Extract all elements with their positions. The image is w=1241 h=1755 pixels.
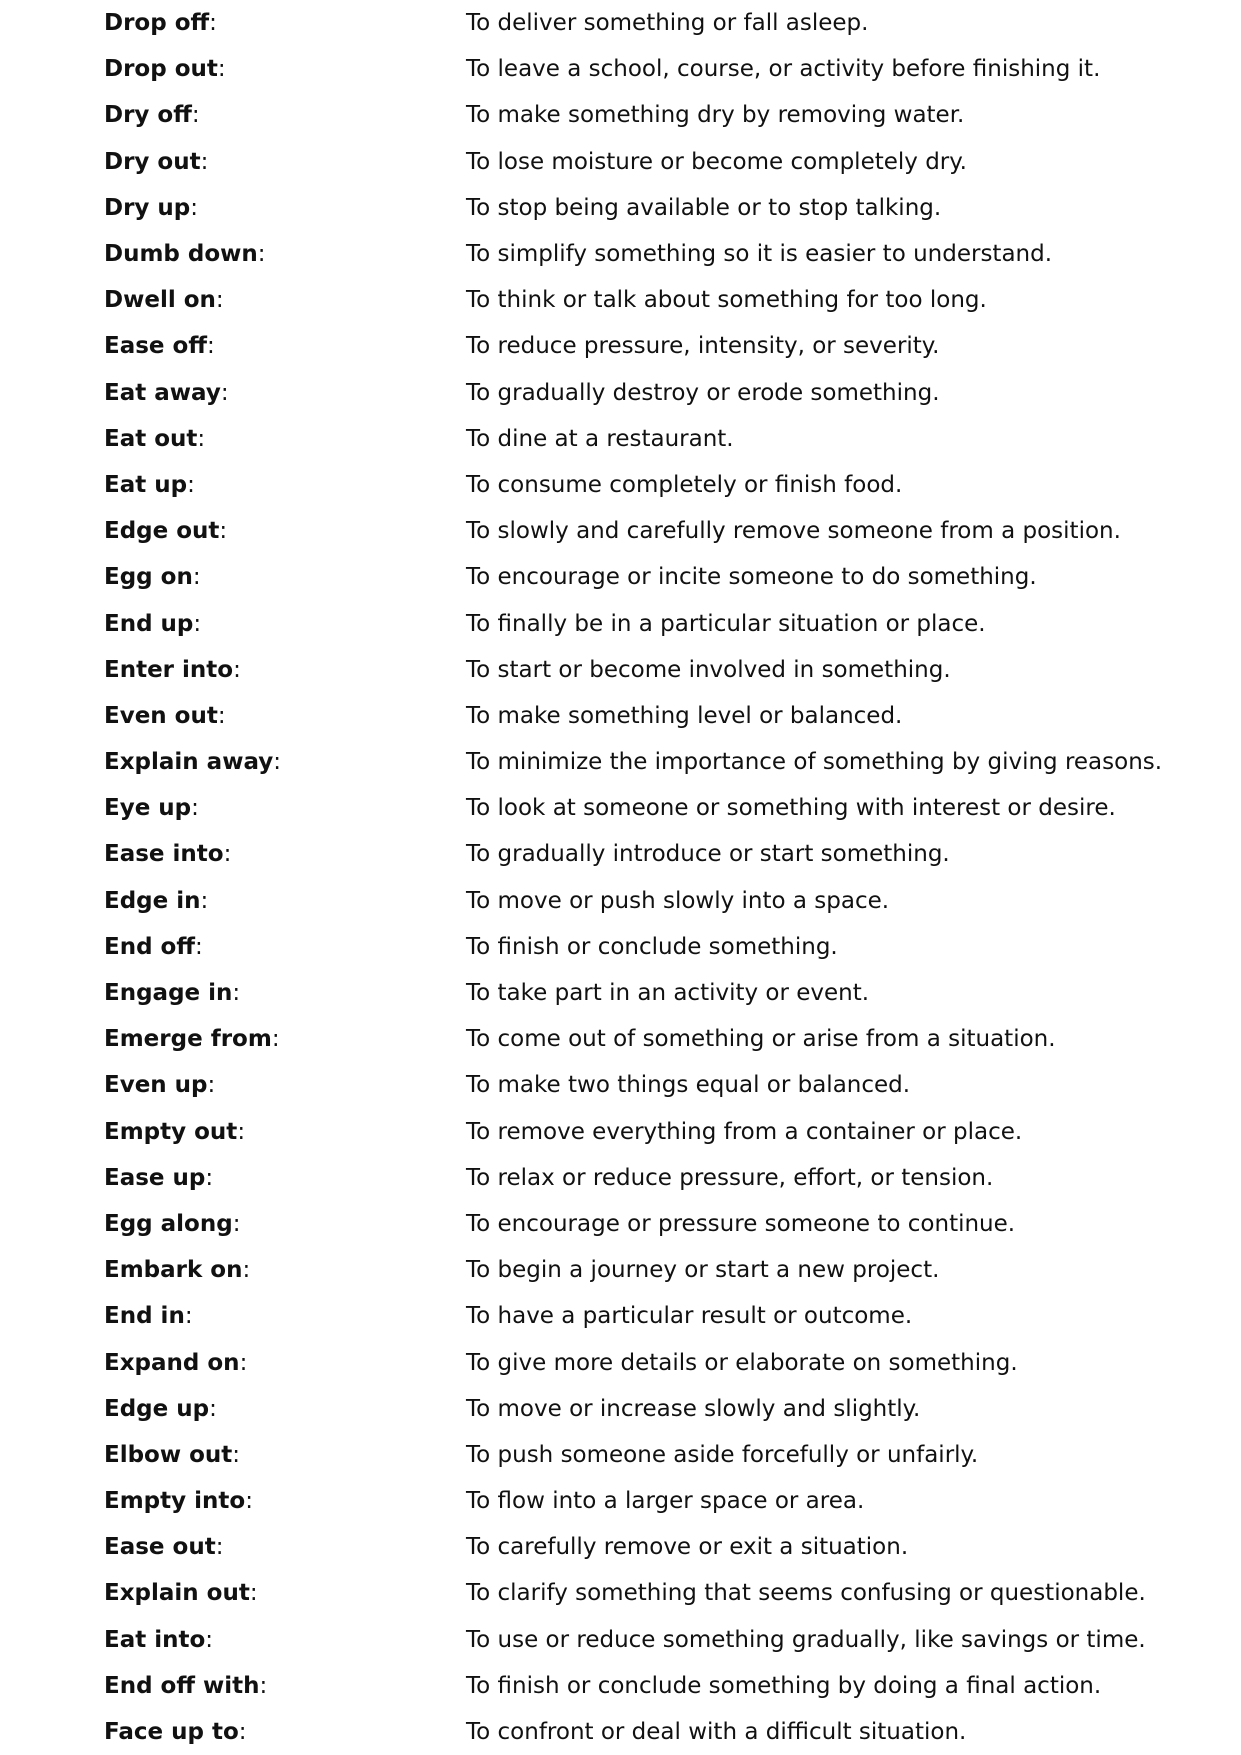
list-item: [104, 554, 1224, 600]
term-label: End off:: [104, 933, 203, 960]
list-item: [104, 1247, 1224, 1293]
term-label: Egg on:: [104, 564, 201, 591]
term-label: Dumb down:: [104, 241, 266, 268]
definition-text: To come out of something or arise from a situation.: [466, 1026, 1056, 1053]
term-label: Emerge from:: [104, 1026, 280, 1053]
term-text: Empty into: [104, 1488, 246, 1515]
term-text: Enter into: [104, 656, 234, 683]
definition-text: To make two things equal or balanced.: [466, 1072, 911, 1099]
term-text: Face up to: [104, 1719, 239, 1746]
definition-text: To move or increase slowly and slightly.: [466, 1395, 921, 1422]
list-item: [104, 185, 1224, 231]
definition-text: To relax or reduce pressure, effort, or tension.: [466, 1164, 994, 1191]
term-label: Elbow out:: [104, 1441, 241, 1468]
term-label: Empty out:: [104, 1118, 246, 1145]
definition-text: To make something dry by removing water.: [466, 102, 965, 129]
term-label: Edge out:: [104, 518, 228, 545]
term-label: Edge up:: [104, 1395, 217, 1422]
term-label: Eye up:: [104, 795, 199, 822]
term-label: Expand on:: [104, 1349, 248, 1376]
term-text: Drop off: [104, 10, 210, 37]
term-label: Dry off:: [104, 102, 200, 129]
list-item: [104, 92, 1224, 138]
term-label: Engage in:: [104, 980, 241, 1007]
term-label: Dry out:: [104, 148, 209, 175]
list-item: [104, 1201, 1224, 1247]
list-item: [104, 1386, 1224, 1432]
definition-text: To lose moisture or become completely dry.: [466, 148, 967, 175]
list-item: [104, 508, 1224, 554]
definition-text: To reduce pressure, intensity, or severity.: [466, 333, 940, 360]
term-text: Emerge from: [104, 1026, 272, 1053]
term-text: Ease into: [104, 841, 224, 868]
list-item: [104, 1339, 1224, 1385]
term-label: Face up to:: [104, 1719, 247, 1746]
term-text: Eat up: [104, 471, 188, 498]
definition-text: To confront or deal with a difficult situation.: [466, 1719, 967, 1746]
term-label: Embark on:: [104, 1257, 251, 1284]
list-item: [104, 831, 1224, 877]
definition-text: To consume completely or finish food.: [466, 471, 903, 498]
term-text: Eat out: [104, 425, 198, 452]
definition-text: To look at someone or something with interest or desire.: [466, 795, 1116, 822]
term-label: End up:: [104, 610, 202, 637]
definition-text: To have a particular result or outcome.: [466, 1303, 913, 1330]
list-item: [104, 46, 1224, 92]
list-item: [104, 416, 1224, 462]
definition-text: To flow into a larger space or area.: [466, 1488, 865, 1515]
list-item: [104, 1663, 1224, 1709]
term-text: Embark on: [104, 1257, 243, 1284]
term-text: Even up: [104, 1072, 208, 1099]
definition-text: To simplify something so it is easier to understand.: [466, 241, 1053, 268]
term-label: End in:: [104, 1303, 193, 1330]
term-label: Eat up:: [104, 471, 195, 498]
term-label: Drop out:: [104, 56, 226, 83]
list-item: [104, 1062, 1224, 1108]
definition-text: To finish or conclude something.: [466, 933, 838, 960]
term-text: Edge up: [104, 1395, 210, 1422]
term-text: Drop out: [104, 56, 218, 83]
term-text: Explain out: [104, 1580, 250, 1607]
list-item: [104, 277, 1224, 323]
term-label: Edge in:: [104, 887, 209, 914]
definition-text: To encourage or incite someone to do something.: [466, 564, 1037, 591]
list-item: [104, 462, 1224, 508]
term-label: Explain away:: [104, 749, 282, 776]
term-text: Dumb down: [104, 241, 258, 268]
list-item: [104, 739, 1224, 785]
term-label: Eat into:: [104, 1626, 214, 1653]
term-text: Egg along: [104, 1210, 233, 1237]
term-label: Drop off:: [104, 10, 217, 37]
definition-text: To leave a school, course, or activity before finishing it.: [466, 56, 1101, 83]
term-label: Enter into:: [104, 656, 241, 683]
term-text: Dry off: [104, 102, 192, 129]
term-text: End up: [104, 610, 194, 637]
list-item: [104, 647, 1224, 693]
term-text: Dwell on: [104, 287, 216, 314]
list-item: [104, 1709, 1224, 1755]
definition-text: To dine at a restaurant.: [466, 425, 734, 452]
list-item: [104, 924, 1224, 970]
term-text: Eye up: [104, 795, 192, 822]
term-text: Dry up: [104, 194, 191, 221]
term-label: Even up:: [104, 1072, 216, 1099]
list-item: [104, 370, 1224, 416]
term-text: Eat away: [104, 379, 221, 406]
list-item: [104, 970, 1224, 1016]
definition-text: To start or become involved in something.: [466, 656, 951, 683]
term-label: Eat out:: [104, 425, 206, 452]
term-label: Ease off:: [104, 333, 215, 360]
definition-text: To clarify something that seems confusing or questionable.: [466, 1580, 1146, 1607]
definition-text: To gradually introduce or start something.: [466, 841, 950, 868]
list-item: [104, 1016, 1224, 1062]
definition-text: To finish or conclude something by doing a final action.: [466, 1672, 1102, 1699]
term-text: Even out: [104, 702, 218, 729]
definition-text: To use or reduce something gradually, like savings or time.: [466, 1626, 1146, 1653]
term-text: End in: [104, 1303, 185, 1330]
definition-text: To deliver something or fall asleep.: [466, 10, 869, 37]
term-text: Ease out: [104, 1534, 216, 1561]
term-label: Dwell on:: [104, 287, 224, 314]
list-item: [104, 1293, 1224, 1339]
term-text: End off with: [104, 1672, 260, 1699]
term-text: Egg on: [104, 564, 193, 591]
term-label: Eat away:: [104, 379, 229, 406]
term-label: Even out:: [104, 702, 226, 729]
term-text: Eat into: [104, 1626, 206, 1653]
term-text: Ease off: [104, 333, 207, 360]
list-item: [104, 1155, 1224, 1201]
term-label: Ease into:: [104, 841, 232, 868]
list-item: [104, 1109, 1224, 1155]
definition-text: To finally be in a particular situation or place.: [466, 610, 986, 637]
term-label: Dry up:: [104, 194, 199, 221]
term-text: Dry out: [104, 148, 201, 175]
list-item: [104, 1570, 1224, 1616]
term-text: End off: [104, 933, 195, 960]
list-item: [104, 878, 1224, 924]
term-text: Edge in: [104, 887, 201, 914]
list-item: [104, 785, 1224, 831]
definition-text: To give more details or elaborate on something.: [466, 1349, 1018, 1376]
definition-text: To minimize the importance of something by giving reasons.: [466, 749, 1163, 776]
list-item: [104, 231, 1224, 277]
term-text: Ease up: [104, 1164, 206, 1191]
list-item: [104, 1432, 1224, 1478]
definition-text: To stop being available or to stop talking.: [466, 194, 942, 221]
definition-text: To make something level or balanced.: [466, 702, 903, 729]
list-item: [104, 693, 1224, 739]
definition-text: To push someone aside forcefully or unfairly.: [466, 1441, 979, 1468]
term-text: Empty out: [104, 1118, 238, 1145]
term-text: Explain away: [104, 749, 274, 776]
definition-text: To carefully remove or exit a situation.: [466, 1534, 909, 1561]
list-item: [104, 139, 1224, 185]
term-text: Engage in: [104, 980, 233, 1007]
definition-text: To remove everything from a container or place.: [466, 1118, 1023, 1145]
definition-text: To move or push slowly into a space.: [466, 887, 890, 914]
definition-text: To think or talk about something for too long.: [466, 287, 987, 314]
list-item: [104, 600, 1224, 646]
list-item: [104, 0, 1224, 46]
list-item: [104, 1617, 1224, 1663]
term-text: Expand on: [104, 1349, 240, 1376]
list-item: [104, 323, 1224, 369]
phrasal-verb-list: [104, 0, 1224, 1755]
term-label: Ease out:: [104, 1534, 224, 1561]
term-text: Elbow out: [104, 1441, 233, 1468]
list-item: [104, 1478, 1224, 1524]
term-label: Egg along:: [104, 1210, 241, 1237]
definition-text: To begin a journey or start a new project.: [466, 1257, 940, 1284]
term-label: Empty into:: [104, 1488, 253, 1515]
term-label: End off with:: [104, 1672, 268, 1699]
term-text: Edge out: [104, 518, 220, 545]
definition-text: To take part in an activity or event.: [466, 980, 870, 1007]
definition-text: To gradually destroy or erode something.: [466, 379, 940, 406]
definition-text: To slowly and carefully remove someone from a position.: [466, 518, 1121, 545]
term-label: Ease up:: [104, 1164, 214, 1191]
list-item: [104, 1524, 1224, 1570]
term-label: Explain out:: [104, 1580, 258, 1607]
definition-text: To encourage or pressure someone to continue.: [466, 1210, 1016, 1237]
